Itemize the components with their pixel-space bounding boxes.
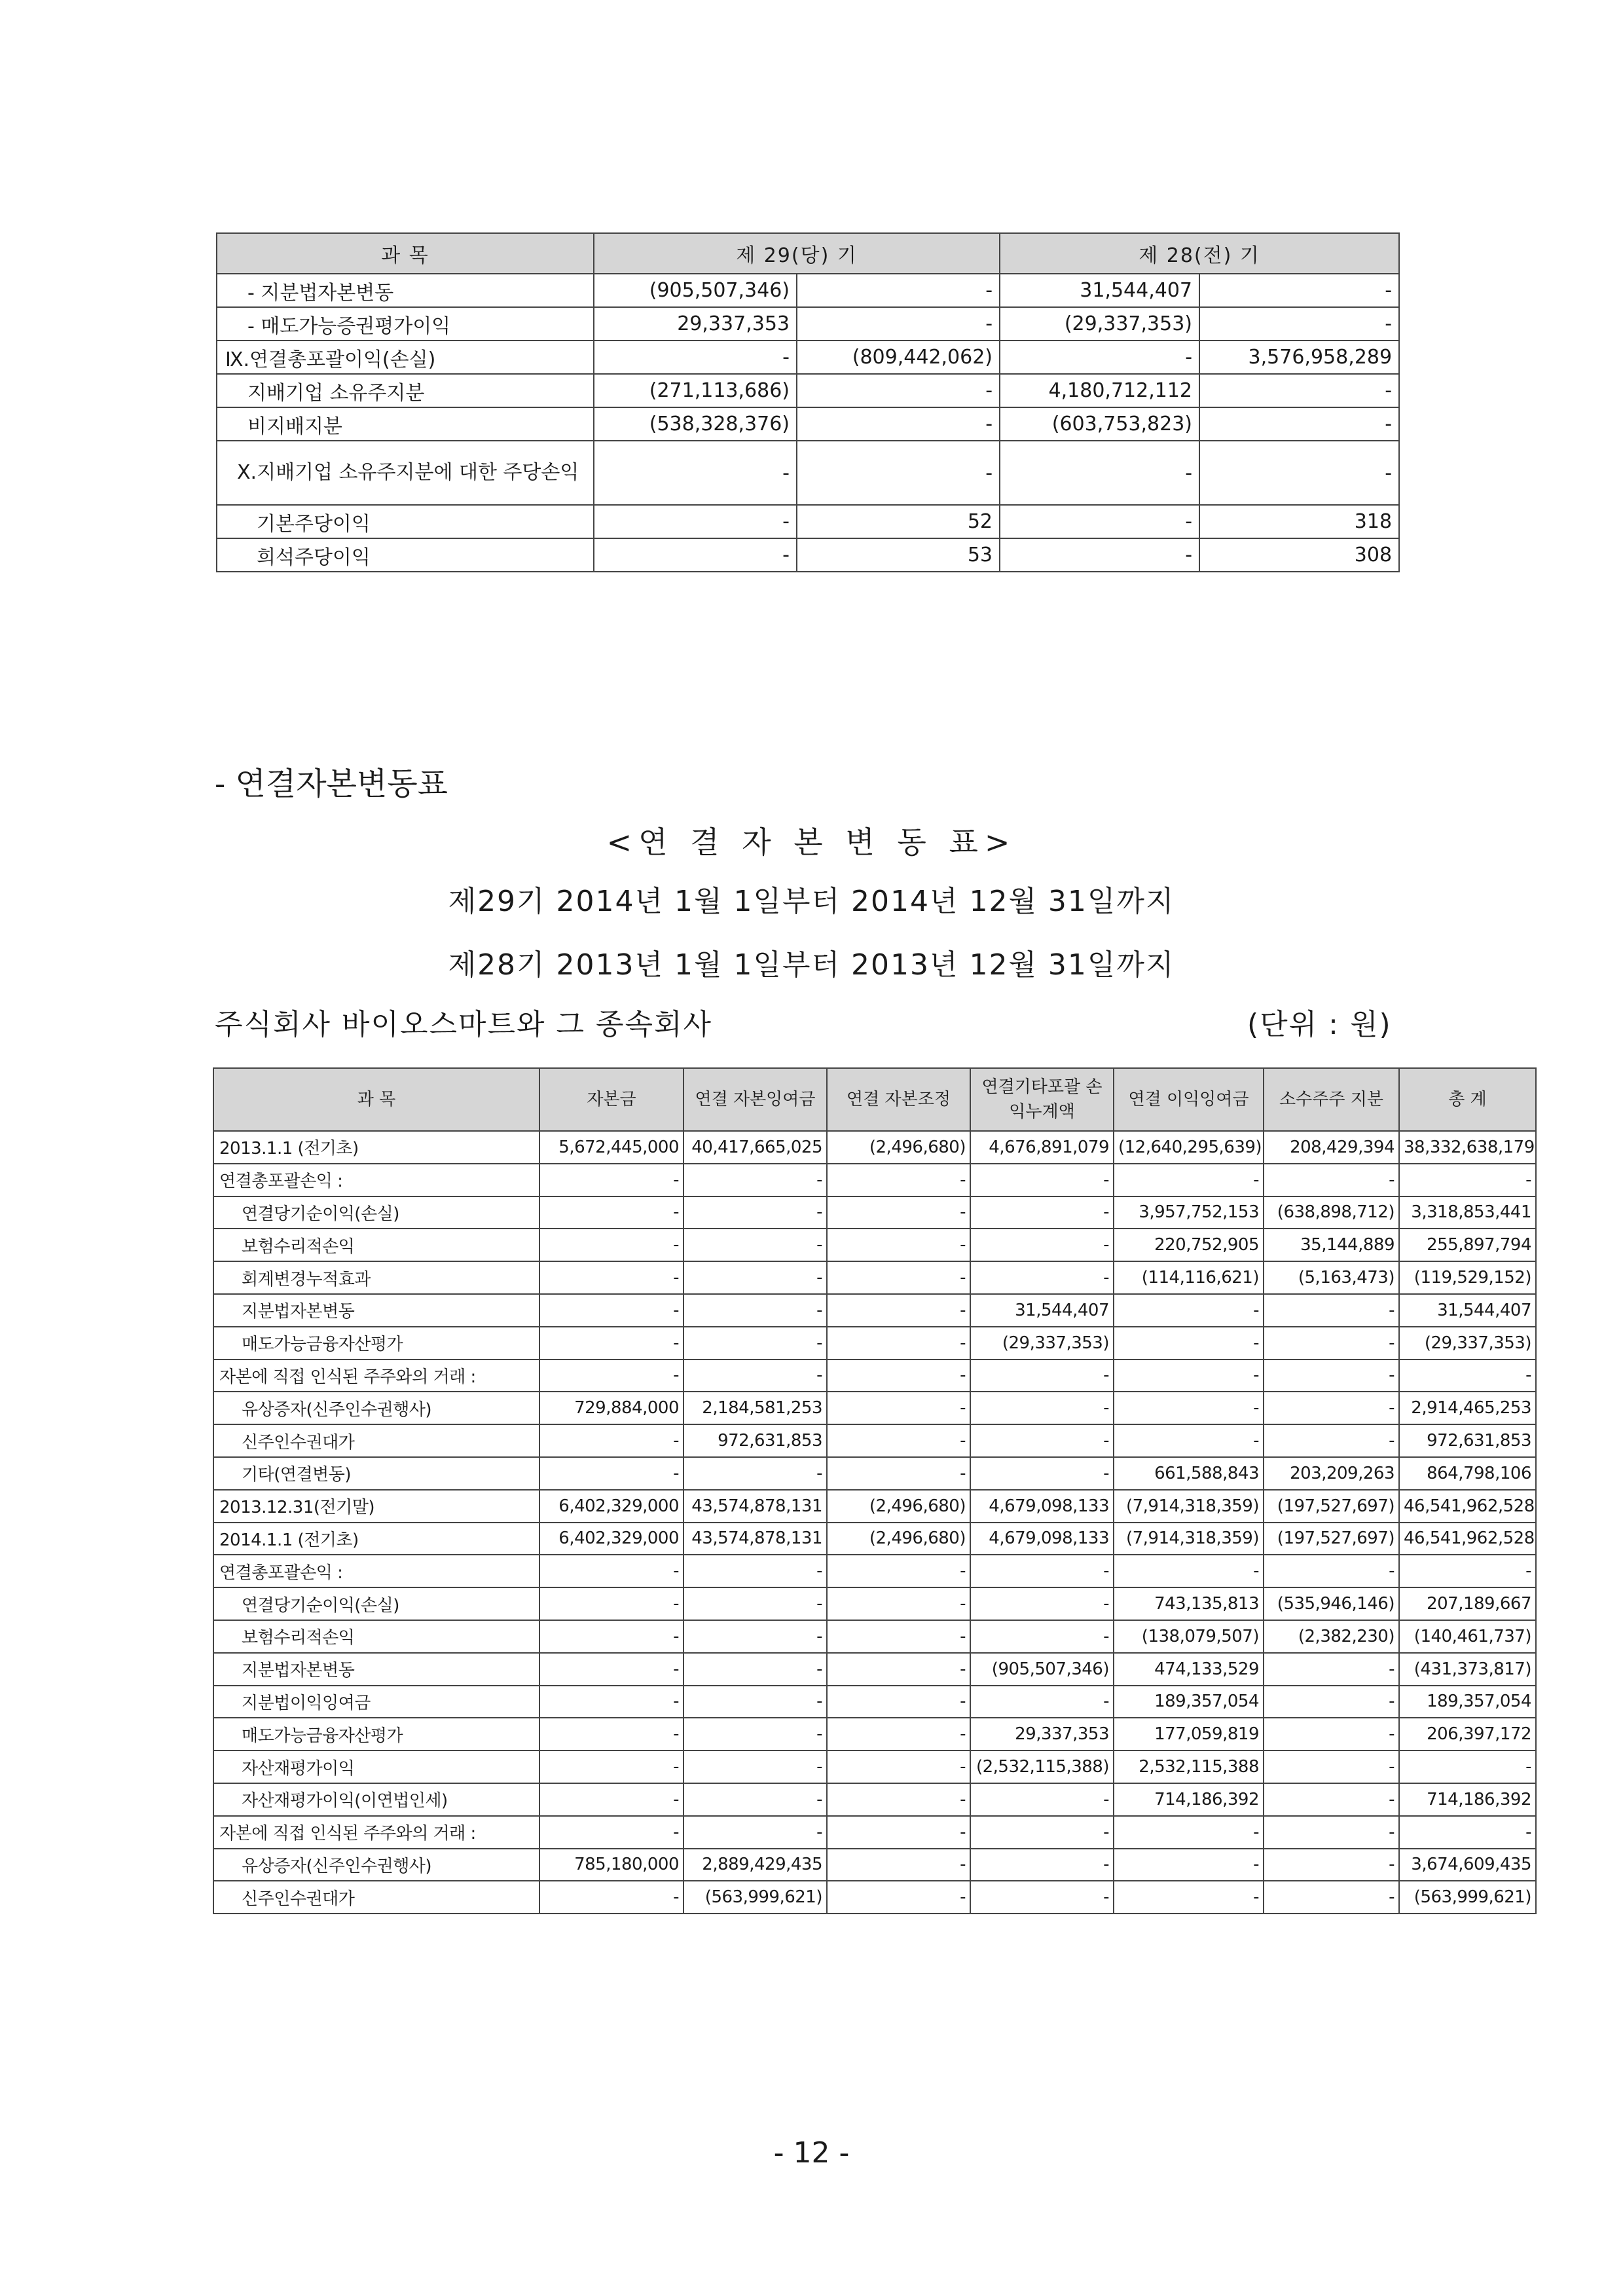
row-label: 유상증자(신주인수권행사) [213,1849,539,1881]
value-cell: - [970,1229,1114,1261]
value-cell: (603,753,823) [1000,407,1199,441]
value-cell: - [684,1229,827,1261]
value-cell: 318 [1199,505,1399,538]
value-cell: - [1264,1360,1399,1392]
value-cell: - [970,1555,1114,1587]
row-label: 자산재평가이익 [213,1750,539,1783]
header-capital-surplus: 연결 자본잉여금 [684,1068,827,1131]
row-label: 기타(연결변동) [213,1457,539,1490]
value-cell: 203,209,263 [1264,1457,1399,1490]
value-cell: 189,357,054 [1399,1686,1536,1718]
value-cell: - [539,1294,684,1327]
value-cell: - [1114,1424,1264,1457]
value-cell: (197,527,697) [1264,1523,1399,1555]
value-cell: 177,059,819 [1114,1718,1264,1750]
value-cell: (7,914,318,359) [1114,1490,1264,1523]
value-cell: 4,679,098,133 [970,1523,1114,1555]
table-row [213,1229,1536,1261]
value-cell: - [1114,1816,1264,1849]
value-cell: 3,576,958,289 [1199,341,1399,374]
row-label: 자산재평가이익(이연법인세) [213,1783,539,1816]
value-cell: - [594,341,797,374]
table-row [213,1196,1536,1229]
value-cell: - [827,1686,970,1718]
value-cell: (905,507,346) [594,274,797,307]
value-cell: - [827,1261,970,1294]
row-label: 회계변경누적효과 [213,1261,539,1294]
table-row [217,341,1399,374]
value-cell: - [1114,1327,1264,1360]
value-cell: (905,507,346) [970,1653,1114,1686]
header-accumulated-oci: 연결기타포괄 손익누계액 [970,1068,1114,1131]
value-cell: - [827,1164,970,1196]
value-cell: - [1199,441,1399,505]
table-row [213,1360,1536,1392]
row-label: - 매도가능증권평가이익 [217,307,594,341]
value-cell: - [827,1587,970,1620]
table-row [217,307,1399,341]
row-label: 신주인수권대가 [213,1881,539,1914]
table-row [213,1457,1536,1490]
value-cell: - [684,1360,827,1392]
value-cell: - [1199,307,1399,341]
value-cell: - [1000,505,1199,538]
value-cell: - [1264,1686,1399,1718]
value-cell: - [827,1881,970,1914]
row-label: 지분법자본변동 [213,1294,539,1327]
row-label: 보험수리적손익 [213,1620,539,1653]
value-cell: - [684,1816,827,1849]
period-line-prior: 제28기 2013년 1월 1일부터 2013년 12월 31일까지 [448,948,1175,982]
income-statement-table [216,232,1400,572]
value-cell: - [827,1783,970,1816]
value-cell: 308 [1199,538,1399,572]
header-account: 과 목 [217,233,594,274]
value-cell: 29,337,353 [970,1718,1114,1750]
value-cell: - [539,1750,684,1783]
value-cell: - [684,1555,827,1587]
row-label: Ⅸ.연결총포괄이익(손실) [217,341,594,374]
value-cell: (538,328,376) [594,407,797,441]
header-account: 과 목 [213,1068,539,1131]
statement-title: <연 결 자 본 변 동 표> [606,824,1017,860]
table-row [217,441,1399,505]
value-cell: - [1264,1294,1399,1327]
value-cell: - [827,1392,970,1424]
table-row [213,1523,1536,1555]
row-label: 매도가능금융자산평가 [213,1718,539,1750]
period-line-current: 제29기 2014년 1월 1일부터 2014년 12월 31일까지 [448,885,1175,918]
header-current-period: 제 29(당) 기 [594,233,1000,274]
value-cell: 4,679,098,133 [970,1490,1114,1523]
value-cell: - [539,1360,684,1392]
value-cell: - [827,1849,970,1881]
table-row [217,407,1399,441]
value-cell: - [539,1261,684,1294]
value-cell: - [827,1360,970,1392]
value-cell: - [1399,1816,1536,1849]
value-cell: 4,180,712,112 [1000,374,1199,407]
value-cell: - [970,1783,1114,1816]
value-cell: 46,541,962,528 [1399,1523,1536,1555]
value-cell: - [539,1783,684,1816]
value-cell: - [539,1881,684,1914]
table-row [213,1849,1536,1881]
row-label: 희석주당이익 [217,538,594,572]
table-row [213,1750,1536,1783]
value-cell: 661,588,843 [1114,1457,1264,1490]
value-cell: - [539,1327,684,1360]
value-cell: - [970,1849,1114,1881]
value-cell: - [1264,1718,1399,1750]
table-row [217,505,1399,538]
value-cell: 3,318,853,441 [1399,1196,1536,1229]
value-cell: 864,798,106 [1399,1457,1536,1490]
value-cell: (197,527,697) [1264,1490,1399,1523]
value-cell: 2,889,429,435 [684,1849,827,1881]
value-cell: - [1399,1555,1536,1587]
value-cell: - [684,1620,827,1653]
row-label: 자본에 직접 인식된 주주와의 거래 : [213,1816,539,1849]
unit-label: (단위 : 원) [1247,1008,1392,1041]
table-row [213,1555,1536,1587]
value-cell: 972,631,853 [1399,1424,1536,1457]
value-cell: - [1264,1881,1399,1914]
value-cell: 474,133,529 [1114,1653,1264,1686]
value-cell: 2,532,115,388 [1114,1750,1264,1783]
equity-changes-body [213,1131,1536,1914]
table-row [213,1490,1536,1523]
value-cell: - [539,1555,684,1587]
value-cell: - [970,1620,1114,1653]
value-cell: - [684,1718,827,1750]
value-cell: - [797,407,1000,441]
value-cell: - [797,274,1000,307]
value-cell: 2,914,465,253 [1399,1392,1536,1424]
header-retained-earnings: 연결 이익잉여금 [1114,1068,1264,1131]
value-cell: - [539,1718,684,1750]
value-cell: 35,144,889 [1264,1229,1399,1261]
value-cell: 785,180,000 [539,1849,684,1881]
row-label: 지배기업 소유주지분 [217,374,594,407]
value-cell: - [1399,1360,1536,1392]
value-cell: 38,332,638,179 [1399,1131,1536,1164]
table-row [217,274,1399,307]
value-cell: (535,946,146) [1264,1587,1399,1620]
value-cell: - [970,1360,1114,1392]
header-prior-period: 제 28(전) 기 [1000,233,1399,274]
value-cell: 46,541,962,528 [1399,1490,1536,1523]
value-cell: - [594,441,797,505]
value-cell: 5,672,445,000 [539,1131,684,1164]
value-cell: 53 [797,538,1000,572]
value-cell: (2,496,680) [827,1490,970,1523]
value-cell: 255,897,794 [1399,1229,1536,1261]
row-label: 2014.1.1 (전기초) [213,1523,539,1555]
value-cell: (431,373,817) [1399,1653,1536,1686]
value-cell: - [1199,274,1399,307]
table-row [213,1327,1536,1360]
table-row [213,1783,1536,1816]
row-label: 비지배지분 [217,407,594,441]
value-cell: - [594,505,797,538]
value-cell: - [1264,1555,1399,1587]
table-row [213,1424,1536,1457]
value-cell: - [684,1164,827,1196]
value-cell: - [970,1424,1114,1457]
row-label: 2013.1.1 (전기초) [213,1131,539,1164]
value-cell: (114,116,621) [1114,1261,1264,1294]
company-name: 주식회사 바이오스마트와 그 종속회사 [215,1008,713,1041]
value-cell: - [827,1816,970,1849]
value-cell: (29,337,353) [970,1327,1114,1360]
value-cell: (7,914,318,359) [1114,1523,1264,1555]
value-cell: 714,186,392 [1399,1783,1536,1816]
table-row [213,1164,1536,1196]
value-cell: - [684,1327,827,1360]
value-cell: - [1399,1164,1536,1196]
value-cell: (140,461,737) [1399,1620,1536,1653]
value-cell: 189,357,054 [1114,1686,1264,1718]
table-row [213,1294,1536,1327]
value-cell: - [970,1196,1114,1229]
table-row [213,1620,1536,1653]
value-cell: - [539,1164,684,1196]
value-cell: - [539,1457,684,1490]
value-cell: - [539,1686,684,1718]
value-cell: - [827,1750,970,1783]
table-row [213,1816,1536,1849]
value-cell: (29,337,353) [1000,307,1199,341]
value-cell: 729,884,000 [539,1392,684,1424]
value-cell: 52 [797,505,1000,538]
row-label: 지분법이익잉여금 [213,1686,539,1718]
value-cell: - [539,1196,684,1229]
row-label: 연결당기순이익(손실) [213,1196,539,1229]
value-cell: - [1114,1360,1264,1392]
value-cell: - [539,1424,684,1457]
value-cell: - [1264,1849,1399,1881]
value-cell: - [1114,1392,1264,1424]
value-cell: - [1264,1392,1399,1424]
value-cell: (271,113,686) [594,374,797,407]
value-cell: - [970,1587,1114,1620]
row-label: 지분법자본변동 [213,1653,539,1686]
value-cell: - [1264,1653,1399,1686]
value-cell: - [1114,1849,1264,1881]
row-label: - 지분법자본변동 [217,274,594,307]
value-cell: - [1114,1881,1264,1914]
value-cell: 220,752,905 [1114,1229,1264,1261]
value-cell: - [684,1196,827,1229]
header-capital-adjustment: 연결 자본조정 [827,1068,970,1131]
value-cell: (638,898,712) [1264,1196,1399,1229]
table-header-row [213,1068,1536,1131]
value-cell: - [539,1229,684,1261]
value-cell: - [827,1718,970,1750]
value-cell: 2,184,581,253 [684,1392,827,1424]
value-cell: (809,442,062) [797,341,1000,374]
value-cell: - [1114,1555,1264,1587]
value-cell: - [1264,1816,1399,1849]
value-cell: 43,574,878,131 [684,1490,827,1523]
value-cell: - [797,307,1000,341]
section-heading: - 연결자본변동표 [215,766,448,802]
value-cell: - [594,538,797,572]
row-label: 신주인수권대가 [213,1424,539,1457]
value-cell: 208,429,394 [1264,1131,1399,1164]
value-cell: 4,676,891,079 [970,1131,1114,1164]
value-cell: - [1000,341,1199,374]
value-cell: - [539,1653,684,1686]
table-row [217,374,1399,407]
table-row [213,1686,1536,1718]
value-cell: - [539,1587,684,1620]
value-cell: 3,957,752,153 [1114,1196,1264,1229]
value-cell: - [1114,1164,1264,1196]
value-cell: - [1114,1294,1264,1327]
value-cell: - [539,1620,684,1653]
value-cell: - [827,1196,970,1229]
page-number: - 12 - [773,2136,850,2170]
value-cell: - [970,1392,1114,1424]
row-label: 연결총포괄손익 : [213,1164,539,1196]
value-cell: (563,999,621) [684,1881,827,1914]
value-cell: (138,079,507) [1114,1620,1264,1653]
value-cell: - [797,441,1000,505]
table-row [213,1653,1536,1686]
table-row [213,1881,1536,1914]
value-cell: - [970,1164,1114,1196]
value-cell: - [797,374,1000,407]
value-cell: 31,544,407 [1399,1294,1536,1327]
value-cell: - [1264,1164,1399,1196]
header-total: 총 계 [1399,1068,1536,1131]
value-cell: - [827,1424,970,1457]
value-cell: 714,186,392 [1114,1783,1264,1816]
value-cell: - [1199,407,1399,441]
table-row [217,538,1399,572]
value-cell: - [684,1783,827,1816]
value-cell: - [1264,1783,1399,1816]
income-statement-body [217,274,1399,572]
value-cell: - [684,1261,827,1294]
row-label: 보험수리적손익 [213,1229,539,1261]
value-cell: 207,189,667 [1399,1587,1536,1620]
value-cell: 206,397,172 [1399,1718,1536,1750]
value-cell: (563,999,621) [1399,1881,1536,1914]
row-label: 연결총포괄손익 : [213,1555,539,1587]
value-cell: (12,640,295,639) [1114,1131,1264,1164]
value-cell: (2,496,680) [827,1523,970,1555]
value-cell: - [684,1653,827,1686]
value-cell: (119,529,152) [1399,1261,1536,1294]
row-label: 자본에 직접 인식된 주주와의 거래 : [213,1360,539,1392]
equity-changes-table [213,1067,1537,1914]
value-cell: 3,674,609,435 [1399,1849,1536,1881]
value-cell: - [827,1653,970,1686]
value-cell: 43,574,878,131 [684,1523,827,1555]
value-cell: - [827,1229,970,1261]
value-cell: - [684,1457,827,1490]
value-cell: 6,402,329,000 [539,1490,684,1523]
table-row [213,1718,1536,1750]
value-cell: (2,532,115,388) [970,1750,1114,1783]
value-cell: (2,496,680) [827,1131,970,1164]
value-cell: - [827,1620,970,1653]
value-cell: 29,337,353 [594,307,797,341]
value-cell: - [1264,1424,1399,1457]
value-cell: - [684,1294,827,1327]
value-cell: - [684,1587,827,1620]
header-minority-interest: 소수주주 지분 [1264,1068,1399,1131]
value-cell: - [1000,441,1199,505]
value-cell: - [827,1327,970,1360]
value-cell: 31,544,407 [970,1294,1114,1327]
value-cell: - [827,1294,970,1327]
value-cell: 40,417,665,025 [684,1131,827,1164]
value-cell: - [827,1457,970,1490]
row-label: 매도가능금융자산평가 [213,1327,539,1360]
value-cell: - [1199,374,1399,407]
value-cell: 6,402,329,000 [539,1523,684,1555]
row-label: 2013.12.31(전기말) [213,1490,539,1523]
value-cell: - [684,1750,827,1783]
row-label: 기본주당이익 [217,505,594,538]
value-cell: - [539,1816,684,1849]
value-cell: - [970,1816,1114,1849]
value-cell: - [684,1686,827,1718]
header-capital-stock: 자본금 [539,1068,684,1131]
value-cell: - [1264,1750,1399,1783]
table-row [213,1131,1536,1164]
value-cell: - [1264,1327,1399,1360]
value-cell: - [1000,538,1199,572]
value-cell: - [1399,1750,1536,1783]
value-cell: - [970,1686,1114,1718]
row-label: 연결당기순이익(손실) [213,1587,539,1620]
value-cell: 972,631,853 [684,1424,827,1457]
table-row [213,1392,1536,1424]
value-cell: - [827,1555,970,1587]
row-label: Ⅹ.지배기업 소유주지분에 대한 주당손익 [217,441,594,505]
value-cell: (29,337,353) [1399,1327,1536,1360]
value-cell: (5,163,473) [1264,1261,1399,1294]
value-cell: - [970,1457,1114,1490]
table-row [213,1261,1536,1294]
value-cell: 31,544,407 [1000,274,1199,307]
value-cell: - [970,1261,1114,1294]
table-header-row [217,233,1399,274]
table-row [213,1587,1536,1620]
value-cell: (2,382,230) [1264,1620,1399,1653]
value-cell: - [970,1881,1114,1914]
value-cell: 743,135,813 [1114,1587,1264,1620]
row-label: 유상증자(신주인수권행사) [213,1392,539,1424]
